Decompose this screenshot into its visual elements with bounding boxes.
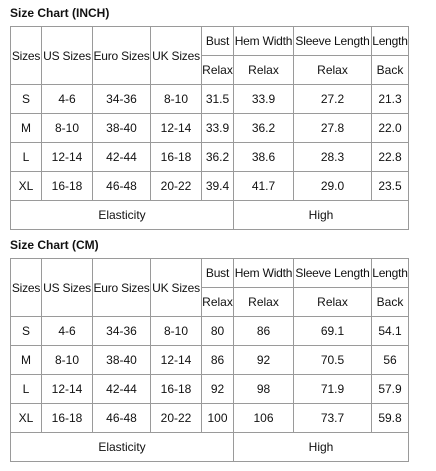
table-cell: 34-36 (93, 317, 151, 346)
table-cell: 27.2 (294, 85, 372, 114)
table-cell: 56 (372, 346, 409, 375)
header-cell: Bust (202, 259, 234, 288)
subheader-cell: Back (372, 288, 409, 317)
table-cell: 8-10 (42, 114, 93, 143)
table-cell: 42-44 (93, 375, 151, 404)
size-chart-inch (10, 6, 409, 230)
elasticity-label: Elasticity (11, 201, 234, 230)
table-cell: 22.8 (372, 143, 409, 172)
table-cell: 38.6 (234, 143, 294, 172)
table-cell: 92 (202, 375, 234, 404)
table-cell: 70.5 (294, 346, 372, 375)
table-cell: 38-40 (93, 346, 151, 375)
chart-title: Size Chart (CM) (10, 238, 99, 252)
header-cell: Sleeve Length (294, 27, 372, 56)
table-cell: 36.2 (234, 114, 294, 143)
table-cell: M (11, 346, 42, 375)
table-cell: 73.7 (294, 404, 372, 433)
size-chart-cm (10, 238, 409, 462)
header-cell: Length (372, 259, 409, 288)
table-cell: 23.5 (372, 172, 409, 201)
table-cell: L (11, 143, 42, 172)
table-row (11, 375, 409, 404)
table-row (11, 317, 409, 346)
table-cell: 16-18 (42, 404, 93, 433)
table-cell: 57.9 (372, 375, 409, 404)
size-table (10, 258, 409, 462)
table-cell: 34-36 (93, 85, 151, 114)
header-cell: UK Sizes (151, 27, 202, 85)
table-cell: 16-18 (151, 143, 202, 172)
table-cell: S (11, 85, 42, 114)
table-cell: 33.9 (202, 114, 234, 143)
subheader-cell: Relax (234, 56, 294, 85)
header-cell: Hem Width (234, 259, 294, 288)
header-row (11, 27, 409, 56)
table-cell: 86 (202, 346, 234, 375)
table-cell: 33.9 (234, 85, 294, 114)
table-cell: 36.2 (202, 143, 234, 172)
table-row (11, 172, 409, 201)
subheader-cell: Relax (234, 288, 294, 317)
header-cell: Hem Width (234, 27, 294, 56)
table-cell: 106 (234, 404, 294, 433)
table-cell: 12-14 (42, 143, 93, 172)
header-row (11, 259, 409, 288)
subheader-cell: Relax (202, 56, 234, 85)
table-cell: 42-44 (93, 143, 151, 172)
chart-title: Size Chart (INCH) (10, 6, 110, 20)
table-cell: 28.3 (294, 143, 372, 172)
subheader-cell: Relax (294, 56, 372, 85)
table-cell: 27.8 (294, 114, 372, 143)
table-cell: 20-22 (151, 404, 202, 433)
elasticity-value: High (234, 201, 409, 230)
table-cell: 16-18 (42, 172, 93, 201)
header-cell: US Sizes (42, 259, 93, 317)
table-cell: 16-18 (151, 375, 202, 404)
table-cell: 8-10 (151, 85, 202, 114)
table-cell: XL (11, 404, 42, 433)
size-table (10, 26, 409, 230)
header-cell: US Sizes (42, 27, 93, 85)
header-cell: UK Sizes (151, 259, 202, 317)
table-cell: L (11, 375, 42, 404)
footer-row (11, 201, 409, 230)
table-cell: 20-22 (151, 172, 202, 201)
subheader-cell: Back (372, 56, 409, 85)
subheader-cell: Relax (202, 288, 234, 317)
table-cell: 71.9 (294, 375, 372, 404)
table-cell: 69.1 (294, 317, 372, 346)
elasticity-label: Elasticity (11, 433, 234, 462)
table-cell: 98 (234, 375, 294, 404)
table-cell: XL (11, 172, 42, 201)
table-cell: 12-14 (151, 346, 202, 375)
header-cell: Sizes (11, 259, 42, 317)
table-cell: 38-40 (93, 114, 151, 143)
table-cell: 92 (234, 346, 294, 375)
table-cell: 4-6 (42, 317, 93, 346)
table-cell: 80 (202, 317, 234, 346)
header-cell: Length (372, 27, 409, 56)
table-cell: 46-48 (93, 172, 151, 201)
header-cell: Euro Sizes (93, 27, 151, 85)
header-cell: Sleeve Length (294, 259, 372, 288)
table-cell: 4-6 (42, 85, 93, 114)
header-cell: Bust (202, 27, 234, 56)
header-cell: Sizes (11, 27, 42, 85)
table-row (11, 143, 409, 172)
table-cell: 12-14 (151, 114, 202, 143)
table-row (11, 114, 409, 143)
table-row (11, 85, 409, 114)
table-cell: 46-48 (93, 404, 151, 433)
table-cell: 100 (202, 404, 234, 433)
footer-row (11, 433, 409, 462)
table-cell: 8-10 (42, 346, 93, 375)
table-cell: 31.5 (202, 85, 234, 114)
table-cell: 39.4 (202, 172, 234, 201)
table-cell: 12-14 (42, 375, 93, 404)
table-cell: 86 (234, 317, 294, 346)
elasticity-value: High (234, 433, 409, 462)
table-cell: 22.0 (372, 114, 409, 143)
table-cell: 59.8 (372, 404, 409, 433)
table-cell: 29.0 (294, 172, 372, 201)
header-cell: Euro Sizes (93, 259, 151, 317)
table-cell: 41.7 (234, 172, 294, 201)
table-row (11, 404, 409, 433)
table-cell: 8-10 (151, 317, 202, 346)
table-cell: 21.3 (372, 85, 409, 114)
subheader-cell: Relax (294, 288, 372, 317)
table-cell: 54.1 (372, 317, 409, 346)
table-cell: S (11, 317, 42, 346)
table-cell: M (11, 114, 42, 143)
table-row (11, 346, 409, 375)
